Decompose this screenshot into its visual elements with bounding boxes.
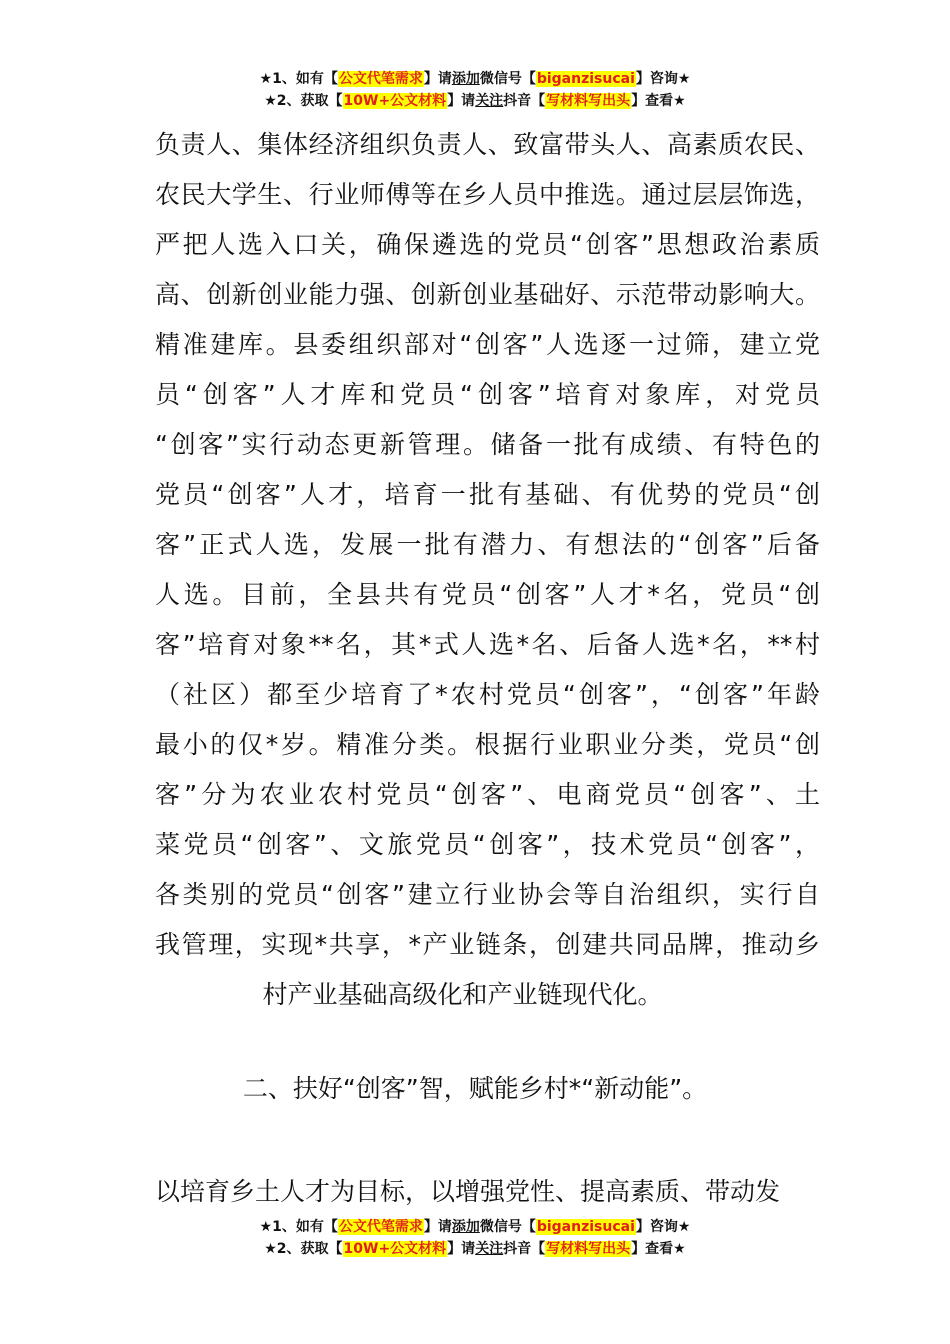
paragraph-line: 我管理，实现*共享，*产业链条，创建共同品牌，推动乡: [155, 930, 820, 959]
banner-text: ★2、获取【: [264, 93, 343, 109]
banner-text: 】请: [423, 1219, 452, 1235]
banner-text: 】查看★: [631, 93, 686, 109]
banner-text: 微信号【: [479, 71, 536, 87]
paragraph-line: （社区）都至少培育了*农村党员“创客”，“创客”年龄: [155, 680, 820, 709]
highlight-douyin-id: 写材料写出头: [546, 93, 631, 109]
paragraph-line: 各类别的党员“创客”建立行业协会等自治组织，实行自: [155, 880, 820, 909]
paragraph-line: 农民大学生、行业师傅等在乡人员中推选。通过层层饰选，: [155, 180, 820, 209]
banner-line-2: [0, 1238, 950, 1260]
header-banner: [0, 68, 950, 112]
paragraph-line: 负责人、集体经济组织负责人、致富带头人、高素质农民、: [155, 130, 820, 159]
highlight-wechat-id: biganzisucai: [536, 71, 635, 87]
highlight-materials: 10W+公文材料: [343, 93, 447, 109]
highlight-materials: 10W+公文材料: [343, 1241, 447, 1257]
banner-text: 】咨询★: [635, 71, 691, 87]
banner-text: ★2、获取【: [264, 1241, 343, 1257]
paragraph-line: “创客”实行动态更新管理。储备一批有成绩、有特色的: [155, 430, 820, 459]
banner-line-1: [0, 68, 950, 90]
banner-text: 】请: [447, 1241, 476, 1257]
paragraph-line: 严把人选入口关，确保遴选的党员“创客”思想政治素质: [155, 230, 820, 259]
banner-text: 】请: [423, 71, 452, 87]
banner-text: 】咨询★: [635, 1219, 691, 1235]
banner-line-1: [0, 1216, 950, 1238]
paragraph-line: 客”正式人选，发展一批有潜力、有想法的“创客”后备: [155, 530, 820, 559]
banner-text: ★1、如有【: [259, 1219, 338, 1235]
paragraph-line: 精准建库。县委组织部对“创客”人选逐一过筛，建立党: [155, 330, 820, 359]
underlined-text: 关注: [475, 1241, 504, 1257]
body-paragraph-1: [155, 120, 820, 1020]
banner-text: 抖音【: [503, 93, 546, 109]
underlined-text: 关注: [475, 93, 504, 109]
highlight-service: 公文代笔需求: [338, 1219, 423, 1235]
paragraph-line: 员“创客”人才库和党员“创客”培育对象库，对党员: [155, 380, 820, 409]
highlight-wechat-id: biganzisucai: [536, 1219, 635, 1235]
paragraph-line: 客”分为农业农村党员“创客”、电商党员“创客”、土: [155, 780, 820, 809]
paragraph-line: 党员“创客”人才，培育一批有基础、有优势的党员“创: [155, 480, 820, 509]
banner-text: 】查看★: [631, 1241, 686, 1257]
underlined-text: 添加: [451, 71, 480, 87]
body-paragraph-2: 以培育乡土人才为目标，以增强党性、提高素质、带动发: [155, 1177, 781, 1206]
banner-line-2: [0, 90, 950, 112]
paragraph-line-last: 村产业基础高级化和产业链现代化。: [262, 980, 663, 1009]
footer-banner: [0, 1216, 950, 1260]
underlined-text: 添加: [451, 1219, 480, 1235]
banner-text: 】请: [447, 93, 476, 109]
paragraph-line: 菜党员“创客”、文旅党员“创客”，技术党员“创客”，: [155, 830, 820, 859]
highlight-service: 公文代笔需求: [338, 71, 423, 87]
paragraph-line: 客”培育对象**名，其*式人选*名、后备人选*名，**村: [155, 630, 820, 659]
banner-text: ★1、如有【: [259, 71, 338, 87]
banner-text: 抖音【: [503, 1241, 546, 1257]
paragraph-line: 最小的仅*岁。精准分类。根据行业职业分类，党员“创: [155, 730, 820, 759]
banner-text: 微信号【: [479, 1219, 536, 1235]
section-heading-2: 二、扶好“创客”智，赋能乡村*“新动能”。: [242, 1074, 708, 1103]
paragraph-line: 人选。目前，全县共有党员“创客”人才*名，党员“创: [155, 580, 820, 609]
highlight-douyin-id: 写材料写出头: [546, 1241, 631, 1257]
paragraph-line: 高、创新创业能力强、创新创业基础好、示范带动影响大。: [155, 280, 820, 309]
